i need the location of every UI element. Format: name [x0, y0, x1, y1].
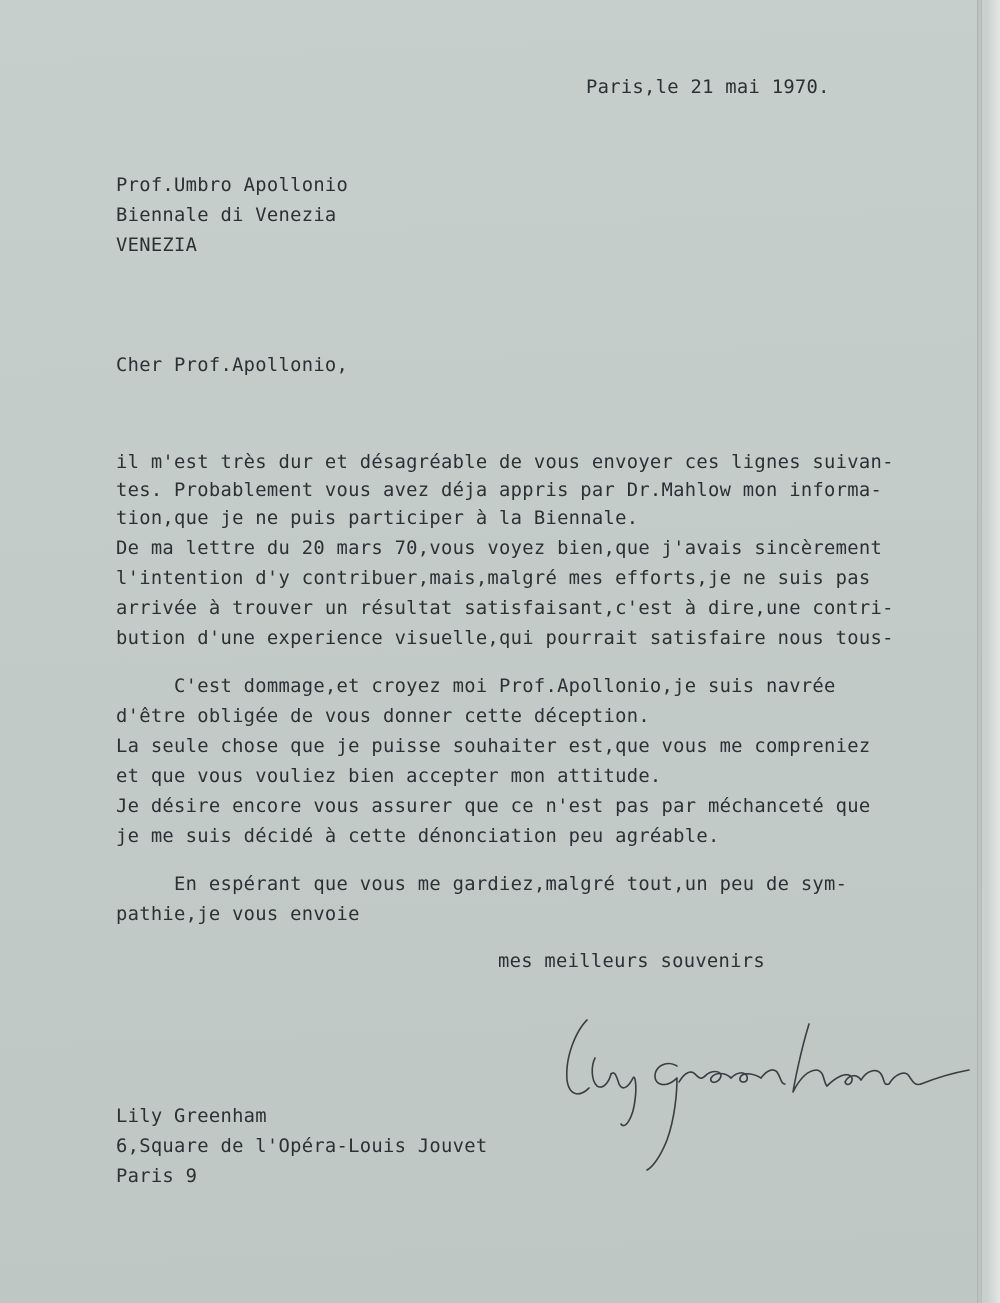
sender-line: Paris 9 — [116, 1166, 198, 1187]
sender-line: Lily Greenham — [116, 1106, 267, 1127]
recipient-line: Prof.Umbro Apollonio — [116, 175, 349, 196]
body-line: d'être obligée de vous donner cette déception. — [116, 706, 650, 727]
body-line: arrivée à trouver un résultat satisfaisant,c'est à dire,une contri- — [116, 598, 894, 619]
body-line: bution d'une experience visuelle,qui pourrait satisfaire nous tous- — [116, 628, 894, 649]
body-line: je me suis décidé à cette dénonciation peu agréable. — [116, 826, 720, 847]
recipient-line: Biennale di Venezia — [116, 205, 337, 226]
body-line: En espérant que vous me gardiez,malgré tout,un peu de sym- — [116, 874, 848, 895]
body-line: il m'est très dur et désagréable de vous envoyer ces lignes suivan- — [116, 452, 894, 473]
body-line: De ma lettre du 20 mars 70,vous voyez bien,que j'avais sincèrement — [116, 538, 883, 559]
sender-line: 6,Square de l'Opéra-Louis Jouvet — [116, 1136, 488, 1157]
closing: mes meilleurs souvenirs — [498, 951, 765, 972]
recipient-line: VENEZIA — [116, 235, 198, 256]
body-line: l'intention d'y contribuer,mais,malgré mes efforts,je ne suis pas — [116, 568, 871, 589]
body-line: La seule chose que je puisse souhaiter est,que vous me compreniez — [116, 736, 871, 757]
body-line: tes. Probablement vous avez déja appris par Dr.Mahlow mon informa- — [116, 480, 883, 501]
body-line: C'est dommage,et croyez moi Prof.Apollonio,je suis navrée — [116, 676, 836, 697]
salutation: Cher Prof.Apollonio, — [116, 355, 349, 376]
body-line: tion,que je ne puis participer à la Biennale. — [116, 508, 639, 529]
letter-date: Paris,le 21 mai 1970. — [586, 77, 830, 98]
body-line: Je désire encore vous assurer que ce n'est pas par méchanceté que — [116, 796, 871, 817]
body-line: et que vous vouliez bien accepter mon attitude. — [116, 766, 662, 787]
body-line: pathie,je vous envoie — [116, 904, 360, 925]
handwritten-signature — [555, 1000, 985, 1180]
